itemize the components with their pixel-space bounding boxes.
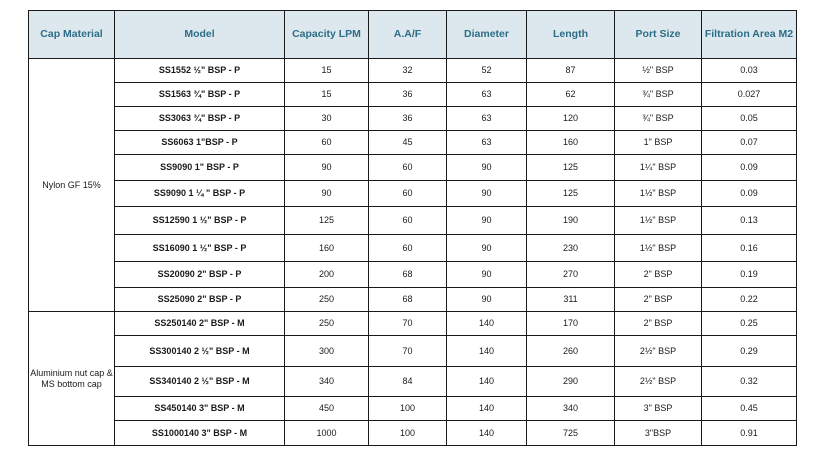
diameter-cell: 63 <box>447 83 527 107</box>
diameter-cell: 90 <box>447 181 527 207</box>
table-row <box>29 336 797 367</box>
diameter-cell: 52 <box>447 59 527 83</box>
table-row <box>29 131 797 155</box>
header-model: Model <box>115 11 285 59</box>
filtration-area-cell: 0.027 <box>702 83 797 107</box>
model-cell: SS300140 2 ½" BSP - M <box>115 336 285 367</box>
aaf-cell: 32 <box>369 59 447 83</box>
length-cell: 120 <box>527 107 615 131</box>
aaf-cell: 60 <box>369 181 447 207</box>
capacity-cell: 15 <box>285 83 369 107</box>
diameter-cell: 63 <box>447 107 527 131</box>
model-cell: SS250140 2" BSP - M <box>115 312 285 336</box>
table-row <box>29 397 797 421</box>
diameter-cell: 90 <box>447 288 527 312</box>
table-row <box>29 107 797 131</box>
header-filtration-area: Filtration Area M2 <box>702 11 797 59</box>
table-row <box>29 421 797 446</box>
header-capacity: Capacity LPM <box>285 11 369 59</box>
diameter-cell: 90 <box>447 262 527 288</box>
model-cell: SS1563 ¾" BSP - P <box>115 83 285 107</box>
aaf-cell: 100 <box>369 421 447 446</box>
cap-material-cell: Nylon GF 15% <box>29 59 115 312</box>
filtration-area-cell: 0.07 <box>702 131 797 155</box>
capacity-cell: 125 <box>285 207 369 235</box>
port-size-cell: ¾" BSP <box>615 107 702 131</box>
port-size-cell: 1½" BSP <box>615 181 702 207</box>
table-row <box>29 367 797 397</box>
aaf-cell: 60 <box>369 207 447 235</box>
port-size-cell: 2½" BSP <box>615 367 702 397</box>
diameter-cell: 90 <box>447 155 527 181</box>
filtration-area-cell: 0.32 <box>702 367 797 397</box>
model-cell: SS20090 2" BSP - P <box>115 262 285 288</box>
model-cell: SS450140 3" BSP - M <box>115 397 285 421</box>
length-cell: 160 <box>527 131 615 155</box>
length-cell: 190 <box>527 207 615 235</box>
port-size-cell: 3" BSP <box>615 397 702 421</box>
diameter-cell: 63 <box>447 131 527 155</box>
filtration-area-cell: 0.16 <box>702 235 797 262</box>
capacity-cell: 200 <box>285 262 369 288</box>
model-cell: SS1552 ½" BSP - P <box>115 59 285 83</box>
table-row <box>29 288 797 312</box>
port-size-cell: 2½" BSP <box>615 336 702 367</box>
diameter-cell: 140 <box>447 312 527 336</box>
table-row <box>29 83 797 107</box>
aaf-cell: 100 <box>369 397 447 421</box>
filtration-area-cell: 0.22 <box>702 288 797 312</box>
model-cell: SS16090 1 ½" BSP - P <box>115 235 285 262</box>
length-cell: 260 <box>527 336 615 367</box>
length-cell: 290 <box>527 367 615 397</box>
aaf-cell: 68 <box>369 288 447 312</box>
table-row <box>29 262 797 288</box>
filtration-area-cell: 0.05 <box>702 107 797 131</box>
length-cell: 270 <box>527 262 615 288</box>
port-size-cell: 1½" BSP <box>615 235 702 262</box>
port-size-cell: 2" BSP <box>615 312 702 336</box>
diameter-cell: 140 <box>447 367 527 397</box>
length-cell: 340 <box>527 397 615 421</box>
table-row <box>29 155 797 181</box>
capacity-cell: 300 <box>285 336 369 367</box>
filtration-area-cell: 0.19 <box>702 262 797 288</box>
filtration-area-cell: 0.29 <box>702 336 797 367</box>
aaf-cell: 36 <box>369 107 447 131</box>
length-cell: 125 <box>527 155 615 181</box>
port-size-cell: 2" BSP <box>615 288 702 312</box>
filtration-area-cell: 0.13 <box>702 207 797 235</box>
aaf-cell: 70 <box>369 312 447 336</box>
port-size-cell: 3"BSP <box>615 421 702 446</box>
cap-material-cell: Aluminium nut cap & MS bottom cap <box>29 312 115 446</box>
capacity-cell: 1000 <box>285 421 369 446</box>
header-aaf: A.A/F <box>369 11 447 59</box>
capacity-cell: 250 <box>285 288 369 312</box>
aaf-cell: 84 <box>369 367 447 397</box>
header-length: Length <box>527 11 615 59</box>
port-size-cell: ½" BSP <box>615 59 702 83</box>
model-cell: SS25090 2" BSP - P <box>115 288 285 312</box>
capacity-cell: 90 <box>285 181 369 207</box>
aaf-cell: 60 <box>369 235 447 262</box>
diameter-cell: 140 <box>447 336 527 367</box>
table-row <box>29 59 797 83</box>
filtration-area-cell: 0.91 <box>702 421 797 446</box>
port-size-cell: ¾" BSP <box>615 83 702 107</box>
model-cell: SS340140 2 ½" BSP - M <box>115 367 285 397</box>
capacity-cell: 15 <box>285 59 369 83</box>
model-cell: SS1000140 3" BSP - M <box>115 421 285 446</box>
aaf-cell: 68 <box>369 262 447 288</box>
diameter-cell: 140 <box>447 397 527 421</box>
header-diameter: Diameter <box>447 11 527 59</box>
table-body <box>29 59 797 446</box>
capacity-cell: 60 <box>285 131 369 155</box>
filtration-area-cell: 0.45 <box>702 397 797 421</box>
length-cell: 170 <box>527 312 615 336</box>
capacity-cell: 340 <box>285 367 369 397</box>
table-row <box>29 312 797 336</box>
model-cell: SS12590 1 ½" BSP - P <box>115 207 285 235</box>
capacity-cell: 250 <box>285 312 369 336</box>
aaf-cell: 60 <box>369 155 447 181</box>
length-cell: 725 <box>527 421 615 446</box>
filtration-area-cell: 0.03 <box>702 59 797 83</box>
filtration-area-cell: 0.09 <box>702 155 797 181</box>
table-row <box>29 207 797 235</box>
diameter-cell: 90 <box>447 235 527 262</box>
model-cell: SS3063 ¾" BSP - P <box>115 107 285 131</box>
port-size-cell: 1¼" BSP <box>615 155 702 181</box>
table-row <box>29 235 797 262</box>
length-cell: 62 <box>527 83 615 107</box>
header-port-size: Port Size <box>615 11 702 59</box>
length-cell: 87 <box>527 59 615 83</box>
model-cell: SS6063 1"BSP - P <box>115 131 285 155</box>
length-cell: 230 <box>527 235 615 262</box>
spec-table <box>28 10 797 446</box>
filtration-area-cell: 0.09 <box>702 181 797 207</box>
aaf-cell: 36 <box>369 83 447 107</box>
filtration-area-cell: 0.25 <box>702 312 797 336</box>
capacity-cell: 450 <box>285 397 369 421</box>
length-cell: 311 <box>527 288 615 312</box>
capacity-cell: 160 <box>285 235 369 262</box>
aaf-cell: 45 <box>369 131 447 155</box>
aaf-cell: 70 <box>369 336 447 367</box>
header-row <box>29 11 797 59</box>
diameter-cell: 90 <box>447 207 527 235</box>
capacity-cell: 30 <box>285 107 369 131</box>
capacity-cell: 90 <box>285 155 369 181</box>
port-size-cell: 1" BSP <box>615 131 702 155</box>
model-cell: SS9090 1" BSP - P <box>115 155 285 181</box>
port-size-cell: 2" BSP <box>615 262 702 288</box>
header-cap-material: Cap Material <box>29 11 115 59</box>
port-size-cell: 1½" BSP <box>615 207 702 235</box>
length-cell: 125 <box>527 181 615 207</box>
model-cell: SS9090 1 ¼ " BSP - P <box>115 181 285 207</box>
diameter-cell: 140 <box>447 421 527 446</box>
table-row <box>29 181 797 207</box>
